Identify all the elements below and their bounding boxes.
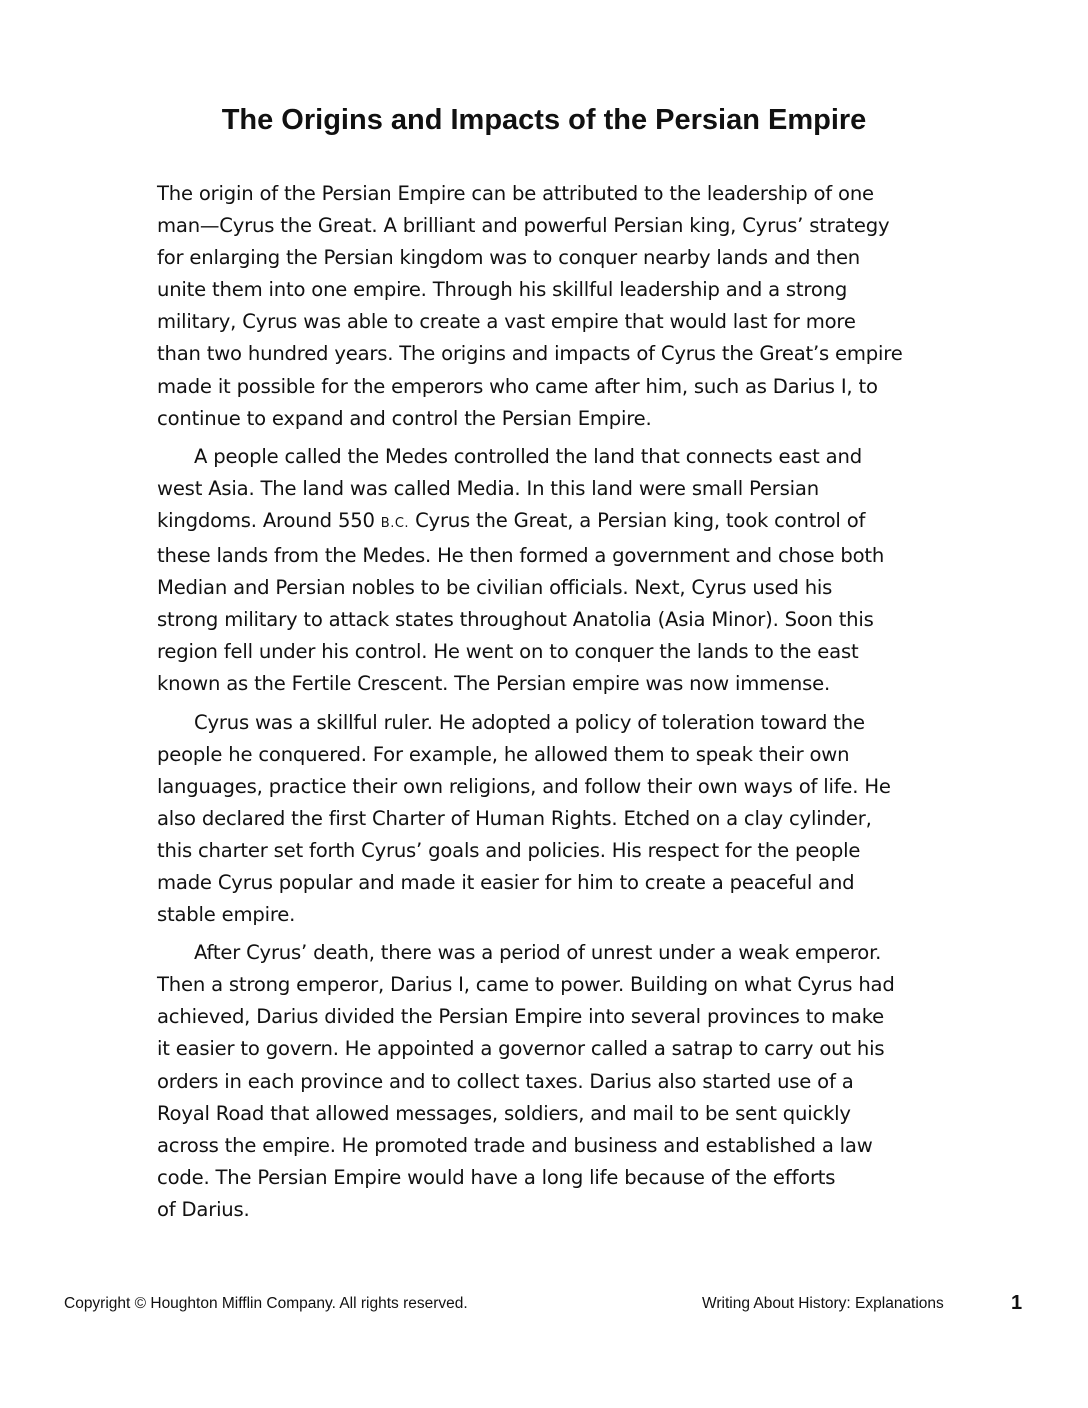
copyright-notice: Copyright © Houghton Mifflin Company. All rights reserved. — [64, 1295, 468, 1312]
text-line: people he conquered. For example, he allowed them to speak their own — [157, 742, 850, 766]
series-title: Writing About History: Explanations — [702, 1295, 944, 1312]
body-text — [157, 178, 937, 1232]
text-line: it easier to govern. He appointed a governor called a satrap to carry out his — [157, 1037, 885, 1061]
paragraph-2 — [157, 441, 937, 701]
text-line: west Asia. The land was called Media. In this land were small Persian — [157, 476, 819, 500]
text-line: man—Cyrus the Great. A brilliant and powerful Persian king, Cyrus’ strategy — [157, 214, 890, 238]
text-line: known as the Fertile Crescent. The Persian empire was now immense. — [157, 672, 831, 696]
text-line: languages, practice their own religions, and follow their own ways of life. He — [157, 774, 891, 798]
text-line: unite them into one empire. Through his skillful leadership and a strong — [157, 278, 848, 302]
text-line: continue to expand and control the Persian Empire. — [157, 406, 652, 430]
text-line: strong military to attack states throughout Anatolia (Asia Minor). Soon this — [157, 608, 874, 632]
text-line: across the empire. He promoted trade and business and established a law — [157, 1133, 873, 1157]
paragraph-4 — [157, 937, 937, 1226]
text-line: for enlarging the Persian kingdom was to conquer nearby lands and then — [157, 246, 861, 270]
era-abbreviation: B.C. — [380, 515, 410, 531]
text-line: this charter set forth Cyrus’ goals and policies. His respect for the people — [157, 838, 861, 862]
paragraph-1 — [157, 178, 937, 435]
text-line: stable empire. — [157, 903, 296, 927]
text-line — [157, 505, 937, 540]
text-line: military, Cyrus was able to create a vast empire that would last for more — [157, 310, 856, 334]
text-line: made it possible for the emperors who came after him, such as Darius I, to — [157, 374, 878, 398]
page-title: The Origins and Impacts of the Persian Empire — [221, 104, 867, 136]
text-line: Cyrus was a skillful ruler. He adopted a policy of toleration toward the — [194, 710, 865, 734]
text-line: region fell under his control. He went on to conquer the lands to the east — [157, 640, 859, 664]
text-line: The origin of the Persian Empire can be attributed to the leadership of one — [157, 182, 874, 205]
text-line: orders in each province and to collect taxes. Darius also started use of a — [157, 1069, 854, 1093]
text-line: Median and Persian nobles to be civilian officials. Next, Cyrus used his — [157, 576, 833, 600]
text-line: Then a strong emperor, Darius I, came to power. Building on what Cyrus had — [157, 973, 895, 997]
text-line: code. The Persian Empire would have a long life because of the efforts — [157, 1165, 836, 1189]
text-line: than two hundred years. The origins and impacts of Cyrus the Great’s empire — [157, 342, 903, 366]
text-segment: Cyrus the Great, a Persian king, took control of — [409, 508, 866, 532]
text-line: made Cyrus popular and made it easier for him to create a peaceful and — [157, 870, 855, 894]
text-line: of Darius. — [157, 1197, 250, 1221]
text-line: achieved, Darius divided the Persian Empire into several provinces to make — [157, 1005, 885, 1029]
text-line: also declared the first Charter of Human Rights. Etched on a clay cylinder, — [157, 806, 872, 830]
text-line: After Cyrus’ death, there was a period of unrest under a weak emperor. — [194, 941, 882, 965]
text-segment: kingdoms. Around 550 — [157, 508, 381, 532]
text-line: these lands from the Medes. He then formed a government and chose both — [157, 544, 885, 568]
page-number: 1 — [1011, 1292, 1023, 1314]
text-line: A people called the Medes controlled the land that connects east and — [194, 444, 862, 468]
paragraph-3 — [157, 707, 937, 932]
text-line: Royal Road that allowed messages, soldiers, and mail to be sent quickly — [157, 1101, 851, 1125]
